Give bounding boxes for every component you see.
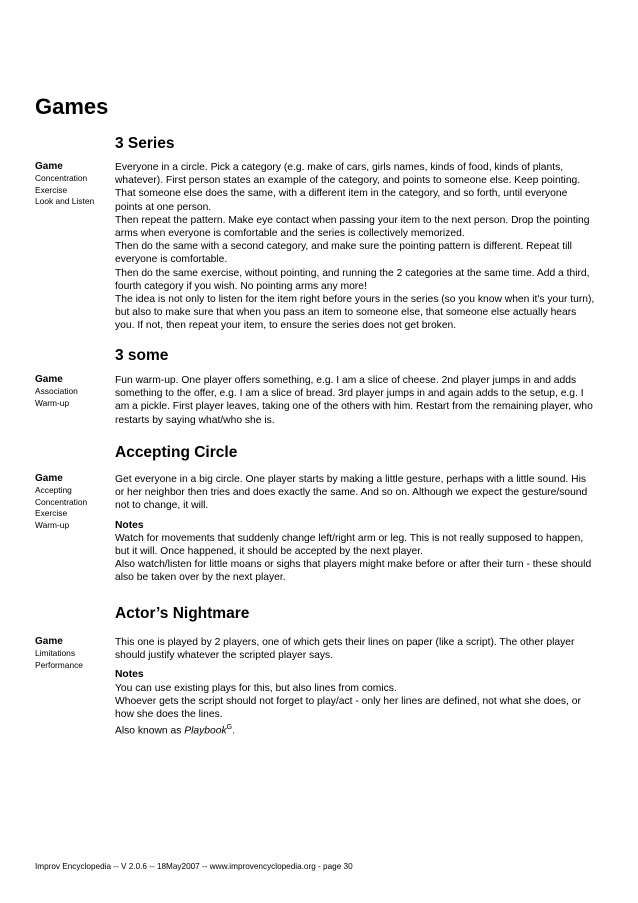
entry-sidebar bbox=[35, 161, 115, 208]
entry-body bbox=[115, 161, 597, 333]
entry-tag: Exercise bbox=[35, 508, 68, 518]
entry-tag: Concentration bbox=[35, 173, 88, 183]
entry-tag: Look and Listen bbox=[35, 196, 95, 206]
body-paragraph: Then repeat the pattern. Make eye contact when passing your item to the next person. Drop the pointing arms when everyone is comfortable and the series is collectively memorized. bbox=[115, 214, 590, 240]
glossary-marker: G bbox=[226, 724, 233, 732]
entry-type: Game bbox=[35, 473, 63, 484]
body-paragraph: The idea is not only to listen for the item right before yours in the series (so you know when it's your turn), but also to make sure that when you pass an item to someone else, that someone else actually hears you. If not, then repeat your item, to ensure the series does not get broken. bbox=[115, 294, 595, 332]
entry-title: Accepting Circle bbox=[115, 444, 238, 461]
body-paragraph: This one is played by 2 players, one of which gets their lines on paper (like a script). The other player should justify whatever the scripted player says. bbox=[115, 637, 575, 662]
entry-tag: Warm-up bbox=[35, 397, 70, 408]
notes-paragraph: Whoever gets the script should not forget to play/act - only her lines are defined, not what she does, or how she does the lines. bbox=[115, 695, 581, 721]
body-paragraph: Then do the same exercise, without pointing, and running the 2 categories at the same time. Add a third, fourth category if you wish. No pointing arms any more! bbox=[115, 267, 590, 292]
entry-tag: Concentration bbox=[35, 496, 88, 507]
entry-title: Actor’s Nightmare bbox=[115, 605, 250, 622]
also-known-as bbox=[115, 721, 597, 738]
entry-tag: Performance bbox=[35, 659, 83, 670]
entry-tag: Accepting bbox=[35, 485, 72, 495]
entry-type: Game bbox=[35, 374, 63, 385]
entry-tag: Exercise bbox=[35, 184, 68, 195]
notes-heading: Notes bbox=[115, 669, 144, 681]
page-title: Games bbox=[35, 94, 109, 119]
aka-prefix: Also known as bbox=[115, 725, 185, 737]
entry-tag: Limitations bbox=[35, 648, 76, 658]
page-footer: Improv Encyclopedia -- V 2.0.6 -- 18May2007 -- www.improvencyclopedia.org - page 30 bbox=[35, 862, 353, 871]
entry-body bbox=[115, 473, 597, 585]
entry-type: Game bbox=[35, 636, 63, 647]
entry-sidebar bbox=[35, 636, 115, 671]
entry-tag: Association bbox=[35, 386, 78, 396]
aka-suffix: . bbox=[232, 725, 235, 737]
notes-paragraph: Also watch/listen for little moans or sighs that players might make before or after their turn - these should also be taken over by the next player. bbox=[115, 559, 592, 584]
entry-title: 3 Series bbox=[115, 135, 175, 152]
notes-paragraph: Watch for movements that suddenly change left/right arm or leg. This is not really supposed to happen, but it will. Once happened, it should be accepted by the next player. bbox=[115, 532, 584, 558]
entry-title: 3 some bbox=[115, 347, 169, 364]
body-paragraph: Fun warm-up. One player offers something, e.g. I am a slice of cheese. 2nd player jumps in and adds something to the offer, e.g. I am a slice of bread. 3rd player jumps in and again adds to the setup, e.g. I am a pickle. First player leaves, taking one of the others with him. Restart from the remaining player, who restarts by saying what/who she is. bbox=[115, 375, 593, 426]
entry-tag: Warm-up bbox=[35, 519, 70, 530]
entry-sidebar bbox=[35, 374, 115, 409]
entry-type: Game bbox=[35, 161, 63, 172]
body-paragraph: Then do the same with a second category, and make sure the pointing pattern is different. Repeat till everyone is comfortable. bbox=[115, 241, 572, 266]
notes-paragraph: You can use existing plays for this, but also lines from comics. bbox=[115, 682, 397, 694]
entry-sidebar bbox=[35, 473, 115, 531]
body-paragraph: Get everyone in a big circle. One player starts by making a little gesture, perhaps with a little sound. His or her neighbor then tries and does exactly the same. And so on. Although we expect the gesture/sound not to change, it will. bbox=[115, 474, 588, 512]
playbook-link[interactable]: Playbook bbox=[184, 725, 227, 737]
notes-heading: Notes bbox=[115, 519, 144, 531]
body-paragraph: Everyone in a circle. Pick a category (e.g. make of cars, girls names, kinds of food, kinds of plants, whatever). First person states an example of the category, and points to someone else. Keep pointing. That someone else does the same, with a different item in the category, and so forth, until everyone points at one person. bbox=[115, 162, 581, 213]
entry-body bbox=[115, 636, 597, 738]
entry-body bbox=[115, 374, 597, 427]
